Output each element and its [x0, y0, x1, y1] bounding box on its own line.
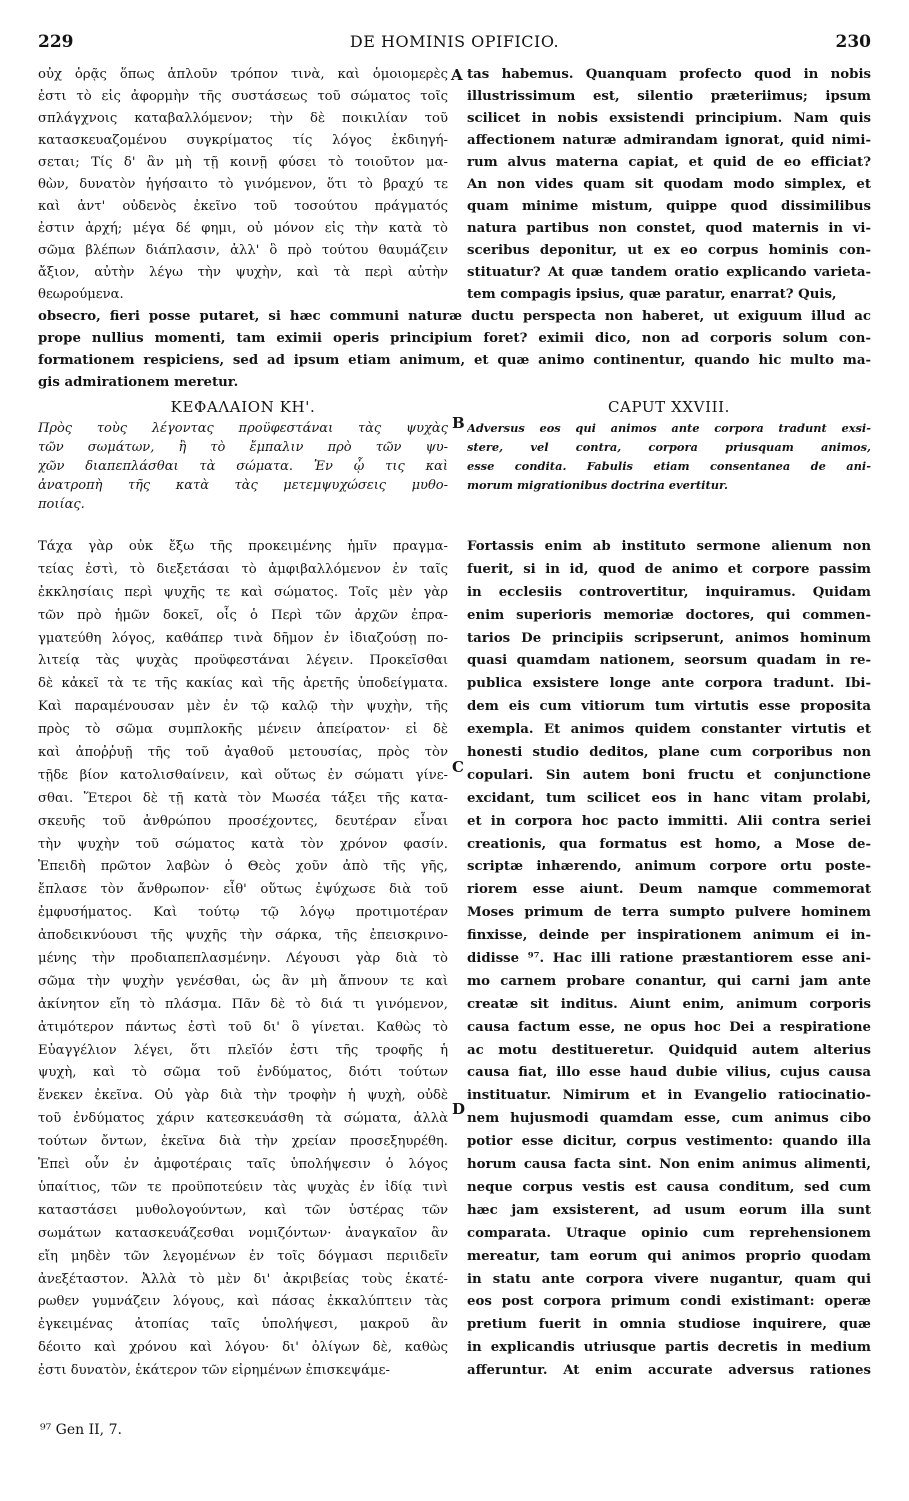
greek-line: δέοιτο καὶ χρόνου καὶ λόγου· δι' ὀλίγων δὲ, καθὼς [38, 1340, 448, 1356]
latin-body-column [467, 536, 871, 1383]
latin-line: rum alvus materna capiat, et quid de eo efficiat? [467, 155, 871, 170]
greek-line: θεωρούμενα. [38, 287, 124, 302]
latin-line: stituatur? At quæ tandem oratio explicando varieta- [467, 265, 871, 280]
summary-line: χῶν διαπεπλάσθαι τὰ σώματα. Ἐν ᾧ τις καὶ [38, 459, 448, 474]
latin-line: et in corpora hoc pacto immitti. Alii contra seriei [467, 813, 871, 829]
greek-line: τὴν ψυχὴν τοῦ σώματος κατὰ τὸν χρόνον φασίν. [38, 836, 448, 852]
greek-line: πρὸς τὸ σῶμα συμπλοκῆς μένειν ἀπείρατον· εἰ δὲ [38, 722, 448, 738]
latin-line: An non vides quam sit quodam modo simplex, et [467, 177, 871, 192]
margin-marker-b: B [452, 414, 465, 432]
summary-line: esse condita. Fabulis etiam consentanea de ani- [467, 459, 871, 473]
running-title: DE HOMINIS OPIFICIO. [349, 32, 560, 51]
greek-line: θὼν, δυνατὸν ἡγήσαιτο τὸ γινόμενον, ὅτι τὸ βραχύ τε [38, 177, 448, 192]
margin-marker-d: D [452, 1100, 466, 1118]
greek-line: ὑπαίτιος, τῶν τε προϋποτεύειν τὰς ψυχὰς ἐν ἰδίᾳ τινὶ [38, 1179, 448, 1195]
margin-marker-c: C [452, 758, 464, 776]
latin-line: hæc jam exsisterent, ad usum eorum illa sunt [467, 1202, 871, 1218]
latin-line: formationem respiciens, sed ad ipsum etiam animum, et quæ animo continentur, quando hic multo ma- [38, 353, 871, 368]
greek-line: τείας ἐστὶ, τὸ διεξετάσαι τὸ ἀμφιβαλλόμενον ἐν ταῖς [38, 561, 448, 577]
latin-line: tem compagis ipsius, quæ paratur, enarrat? Quis, [467, 287, 837, 302]
greek-line: κατασκευαζομένου συγκρίματος τίς λόγος ἐκδιηγή- [38, 133, 448, 148]
latin-line: riorem esse aiunt. Deum namque commemorat [467, 882, 871, 898]
summary-line: ἀνατροπὴ τῆς κατὰ τὰς μετεμψυχώσεις μυθο- [38, 478, 448, 493]
greek-line: ἀποδεικνύουσι τῆς ψυχῆς τὴν σάρκα, τῆς ἐπεισκρινο- [38, 928, 448, 944]
page-number-left: 229 [38, 32, 74, 52]
greek-line: εἴη μηδὲν τῶν λεγομένων ἐν τοῖς δόγμασι περιιδεῖν [38, 1248, 448, 1264]
greek-line: σωμάτων κατασκευάζεσθαι νομιζόντων· ἀναγκαῖον ἂν [38, 1225, 448, 1241]
latin-line: enim superioris memoriæ doctores, qui commen- [467, 607, 871, 623]
greek-line: ρωθεν γυμνάζειν λόγους, καὶ πάσας ἐκκαλύπτειν τὰς [38, 1294, 448, 1310]
latin-line: tas habemus. Quanquam profecto quod in nobis [467, 67, 871, 82]
latin-line: Moses primum de terra sumpto pulvere hominem [467, 905, 871, 921]
latin-line: potior esse dicitur, corpus vestimento: quando illa [467, 1134, 871, 1150]
greek-line: ἀκίνητον εἴη τὸ πλάσμα. Πᾶν δὲ τὸ διά τι γινόμενον, [38, 996, 448, 1012]
greek-line: τῇδε βίον κατολισθαίνειν, καὶ οὕτως ἐν σώματι γίνε- [38, 767, 448, 783]
greek-line: ἐμφυσήματος. Καὶ τούτῳ τῷ λόγῳ προτιμοτέραν [38, 905, 448, 921]
full-width-latin [38, 306, 871, 394]
latin-line: sceribus deponitur, ut ex eo corpus hominis con- [467, 243, 871, 258]
latin-line: quam minime mistum, quippe quod dissimilibus [467, 199, 871, 214]
greek-line: τούτων ὄντων, ἐκεῖνα διὰ τὴν χρείαν προσεξηυρέθη. [38, 1134, 448, 1150]
latin-chapter-heading: CAPUT XXVIII. [607, 398, 731, 416]
greek-line: σπλάγχνοις καταβαλλόμενον; τὴν δὲ ποικιλίαν τοῦ [38, 111, 448, 126]
top-greek-column [38, 64, 448, 306]
summary-line: stere, vel contra, corpora priusquam animos, [467, 440, 871, 454]
summary-line: ποιίας. [38, 497, 85, 512]
greek-line: καὶ ἀποῤῥυῇ τῆς τοῦ ἀγαθοῦ μετουσίας, πρὸς τὸν [38, 745, 448, 761]
latin-line: finxisse, deinde per inspirationem animum ei in- [467, 928, 871, 944]
latin-line: Fortassis enim ab instituto sermone alienum non [467, 539, 871, 554]
latin-line: neque corpus vestis est causa conditum, sed cum [467, 1179, 871, 1195]
greek-line: ἐστι δυνατὸν, ἑκάτερον τῶν εἰρημένων ἐπισκεψάμε- [38, 1363, 390, 1379]
latin-line: excidant, tum scilicet eos in hanc vitam prolabi, [467, 790, 871, 806]
greek-line: καταστάσει μυθολογούντων, καὶ τῶν ὑστέρας τῶν [38, 1202, 448, 1218]
latin-line: causa fiat, illo esse haud dubie vilius, cujus causa [467, 1065, 871, 1081]
top-latin-column [467, 64, 871, 306]
greek-line: ἀτιμότερον πάντως ἐστὶ τοῦ δι' ὃ γίνεται. Καθὼς τὸ [38, 1019, 448, 1035]
latin-line: affectionem naturæ admirandam ignorat, quid nimi- [467, 133, 871, 148]
greek-line: Τάχα γὰρ οὐκ ἔξω τῆς προκειμένης ἡμῖν πραγμα- [38, 539, 448, 554]
latin-line: pretium fuerit in omnia studiose inquirere, quæ [467, 1317, 871, 1333]
greek-line: τῶν πρὸ ἡμῶν δοκεῖ, οἷς ὁ Περὶ τῶν ἀρχῶν ἐπρα- [38, 607, 448, 623]
greek-line: ἐστι τὸ εἰς ἀφορμὴν τῆς συστάσεως τοῦ σώματος τοῖς [38, 89, 448, 104]
greek-line: οὐχ ὁρᾷς ὅπως ἁπλοῦν τρόπον τινὰ, καὶ ὁμοιομερὲς [38, 67, 448, 82]
latin-line: prope nullius momenti, tam eximii operis principium foret? eximii dico, non ad corporis solum con- [38, 331, 871, 346]
summary-line: morum migrationibus doctrina evertitur. [467, 478, 728, 492]
latin-line: horum causa facta sint. Non enim animus alimenti, [467, 1157, 871, 1173]
footnote: ⁹⁷ Gen II, 7. [40, 1422, 122, 1438]
greek-line: γματεύθη λόγος, καθάπερ τινὰ δῆμον ἐν ἰδιαζούσῃ πο- [38, 630, 448, 646]
latin-line: gis admirationem meretur. [38, 375, 239, 390]
latin-line: natura partibus non constet, quod maternis in vi- [467, 221, 871, 236]
latin-line: exempla. Et animos quidem constanter virtutis et [467, 722, 871, 738]
margin-marker-a: A [451, 66, 463, 84]
latin-line: nem hujusmodi quamdam esse, cum animus cibo [467, 1111, 871, 1127]
latin-line: comparata. Utraque opinio cum reprehensionem [467, 1225, 871, 1241]
page-number-right: 230 [835, 32, 871, 52]
latin-line: creatæ sit inditus. Aiunt enim, animum corporis [467, 996, 871, 1012]
greek-line: Εὐαγγέλιον λέγει, ὅτι πλεῖόν ἐστι τῆς τροφῆς ἡ [38, 1042, 448, 1058]
latin-line: mo carnem probare conantur, qui carni jam ante [467, 973, 871, 989]
greek-line: Ἐπειδὴ πρῶτον λαβὼν ὁ Θεὸς χοῦν ἀπὸ τῆς γῆς, [38, 859, 448, 875]
latin-line: publica exsistere longe ante corpora tradunt. Ibi- [467, 676, 871, 692]
greek-line: ἕνεκεν ἐκεῖνα. Οὐ γὰρ διὰ τὴν τροφὴν ἡ ψυχὴ, οὐδὲ [38, 1088, 448, 1104]
latin-line: instituatur. Nimirum et in Evangelio ratiocinatio- [467, 1088, 871, 1104]
latin-line: scriptæ inhærendo, animum corpore ortu poste- [467, 859, 871, 875]
greek-line: δὲ κἀκεῖ τὰ τε τῆς κακίας καὶ τῆς ἀρετῆς ὑποδείγματα. [38, 676, 448, 692]
greek-line: σῶμα βλέπων διάπλασιν, ἀλλ' ὃ πρὸ τούτου θαυμάζειν [38, 243, 448, 258]
latin-line: didisse ⁹⁷. Hac illi ratione præstantiorem esse ani- [467, 951, 871, 967]
greek-line: ἔπλασε τὸν ἄνθρωπον· εἶθ' οὕτως ἐψύχωσε διὰ τοῦ [38, 882, 448, 898]
greek-line: Καὶ παραμένουσαν μὲν ἐν τῷ καλῷ τὴν ψυχὴν, τῆς [38, 699, 448, 715]
greek-line: καὶ ἀντ' οὐδενὸς ἐκεῖνο τοῦ τοσούτου πράγματός [38, 199, 448, 214]
greek-line: τοῦ ἐνδύματος χάριν κατεσκευάσθη τὰ σώματα, ἀλλὰ [38, 1111, 448, 1127]
greek-line: σῶμα τὴν ψυχὴν γενέσθαι, ὡς ἂν μὴ ἄπνουν τε καὶ [38, 973, 448, 989]
latin-line: afferuntur. At enim accurate adversus rationes [467, 1363, 871, 1379]
greek-line: Ἐπεὶ οὖν ἐν ἀμφοτέραις ταῖς ὑπολήψεσιν ὁ λόγος [38, 1157, 448, 1173]
latin-line: creationis, qua formatus est homo, a Mose de- [467, 836, 871, 852]
greek-line: ἄξιον, αὐτὴν λέγω τὴν ψυχὴν, καὶ τὰ περὶ αὐτὴν [38, 265, 448, 280]
latin-line: tarios De principiis scripserunt, animos hominum [467, 630, 871, 646]
running-header [38, 32, 871, 56]
latin-line: in explicandis utriusque partis decretis in medium [467, 1340, 871, 1356]
greek-line: ψυχὴ, καὶ τὸ σῶμα τοῦ ἐνδύματος, διότι τούτων [38, 1065, 448, 1081]
summary-line: τῶν σωμάτων, ἢ τὸ ἔμπαλιν πρὸ τῶν ψυ- [38, 440, 448, 455]
latin-line: dem eis cum vitiorum tum virtutis esse proposita [467, 699, 871, 715]
greek-chapter-heading: ΚΕΦΑΛΑΙΟΝ ΚΗ'. [170, 398, 316, 416]
latin-line: in ecclesiis controvertitur, inquiramus. Quidam [467, 584, 871, 600]
greek-line: σκευῆς τοῦ ἀνθρώπου προσέχοντες, δευτέραν εἶναι [38, 813, 448, 829]
summary-line: Πρὸς τοὺς λέγοντας προϋφεστάναι τὰς ψυχὰς [38, 421, 448, 436]
greek-chapter-summary [38, 419, 448, 514]
latin-line: in statu ante corpora vivere nugantur, quam qui [467, 1271, 871, 1287]
latin-line: honesti studio deditos, plane cum corporibus non [467, 745, 871, 761]
latin-line: copulari. Sin autem boni fructu et conjunctione [467, 767, 871, 783]
latin-line: mereatur, tam eorum qui animos proprio quodam [467, 1248, 871, 1264]
summary-line: Adversus eos qui animos ante corpora tradunt exsi- [467, 421, 871, 435]
greek-line: ἐγκειμένας ἀτοπίας ταῖς ὑπολήψεσι, μακροῦ ἂν [38, 1317, 448, 1333]
greek-body-column [38, 536, 448, 1383]
latin-line: eos post corpora primum condi existimant: operæ [467, 1294, 871, 1310]
greek-line: λιτείᾳ τὰς ψυχὰς προϋφεστάναι λέγειν. Προκεῖσθαι [38, 653, 448, 669]
latin-line: ac motu destitueretur. Quidquid autem alterius [467, 1042, 871, 1058]
greek-line: ἐστιν ἀρχή; μέγα δέ φημι, οὐ μόνον εἰς τὴν κατὰ τὸ [38, 221, 448, 236]
latin-line: scilicet in nobis exsistendi principium. Nam quis [467, 111, 871, 126]
latin-line: illustrissimum est, silentio præteriimus; ipsum [467, 89, 871, 104]
latin-line: obsecro, fieri posse putaret, si hæc communi naturæ ductu perspecta non haberet, ut exiguum illud ac [38, 309, 871, 324]
latin-line: causa factum esse, ne opus hoc Dei a respiratione [467, 1019, 871, 1035]
greek-line: μένης τὴν προδιαπεπλασμένην. Λέγουσι γὰρ διὰ τὸ [38, 951, 448, 967]
greek-line: σθαι. Ἕτεροι δὲ τῇ κατὰ τὸν Μωσέα τάξει τῆς κατα- [38, 790, 448, 806]
greek-line: σεται; Τίς δ' ἂν μὴ τῇ κοινῇ φύσει τὸ τοιοῦτον μα- [38, 155, 448, 170]
greek-line: ἀνεξέταστον. Ἀλλὰ τὸ μὲν δι' ἀκριβείας τοὺς ἑκατέ- [38, 1271, 448, 1287]
latin-line: fuerit, si in id, quod de animo et corpore passim [467, 561, 871, 577]
latin-line: quasi quamdam nationem, seorsum quadam in re- [467, 653, 871, 669]
greek-line: ἐκκλησίαις περὶ ψυχῆς τε καὶ σώματος. Τοῖς μὲν γὰρ [38, 584, 448, 600]
latin-chapter-summary [467, 419, 871, 495]
